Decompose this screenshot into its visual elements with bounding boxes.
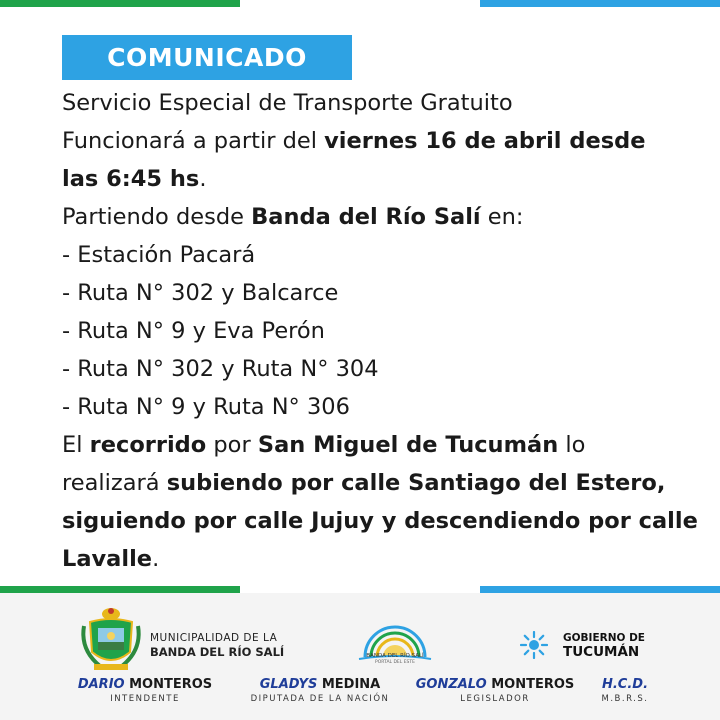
stop-item: - Ruta N° 9 y Eva Perón [62,318,325,344]
sponsor-footer [0,593,720,720]
stop-item: - Ruta N° 9 y Ruta N° 306 [62,394,350,420]
route-line-4: Lavalle. [62,546,160,572]
comunicado-badge: COMUNICADO [62,35,352,80]
stop-item: - Ruta N° 302 y Balcarce [62,280,339,306]
stripe-white [240,0,480,7]
stripe-green [0,0,240,7]
stripe-green [0,586,240,593]
banda-logo-subtitle: PORTAL DEL ESTE [374,660,415,665]
start-time-line: las 6:45 hs. [62,166,207,192]
municipality-label: MUNICIPALIDAD DE LA BANDA DEL RÍO SALÍ [150,632,285,659]
banda-logo-title: BANDA DEL RÍO SALÍ [366,653,424,659]
announcement-body [62,84,702,578]
signature-hcd: H.C.D. M.B.R.S. [601,677,649,704]
municipal-crest-icon [80,606,142,676]
announcement-title: Servicio Especial de Transporte Gratuito [62,90,513,116]
signature-legislador: GONZALO MONTEROS LEGISLADOR [415,677,575,704]
signature-intendente: DARIO MONTEROS INTENDENTE [77,677,213,704]
stripe-blue [480,586,720,593]
government-sun-icon [520,631,548,659]
start-date-line: Funcionará a partir del viernes 16 de abril desde [62,128,646,154]
route-line-1: El recorrido por San Miguel de Tucumán lo [62,432,586,458]
start-time: las 6:45 hs [62,166,200,192]
stripe-white [240,586,480,593]
logo-row [0,601,720,671]
signature-diputada: GLADYS MEDINA DIPUTADA DE LA NACIÓN [250,677,390,704]
stop-item: - Ruta N° 302 y Ruta N° 304 [62,356,379,382]
government-label: GOBIERNO DE TUCUMÁN [563,632,645,660]
top-color-stripe [0,0,720,7]
stop-item: - Estación Pacará [62,242,256,268]
route-line-2: realizará subiendo por calle Santiago del Estero, [62,470,666,496]
route-line-3: siguiendo por calle Jujuy y descendiendo por calle [62,508,698,534]
departure-place: Banda del Río Salí [251,204,481,230]
departure-line: Partiendo desde Banda del Río Salí en: [62,204,524,230]
start-date: viernes 16 de abril desde [324,128,646,154]
stripe-blue [480,0,720,7]
bottom-color-stripe [0,586,720,593]
